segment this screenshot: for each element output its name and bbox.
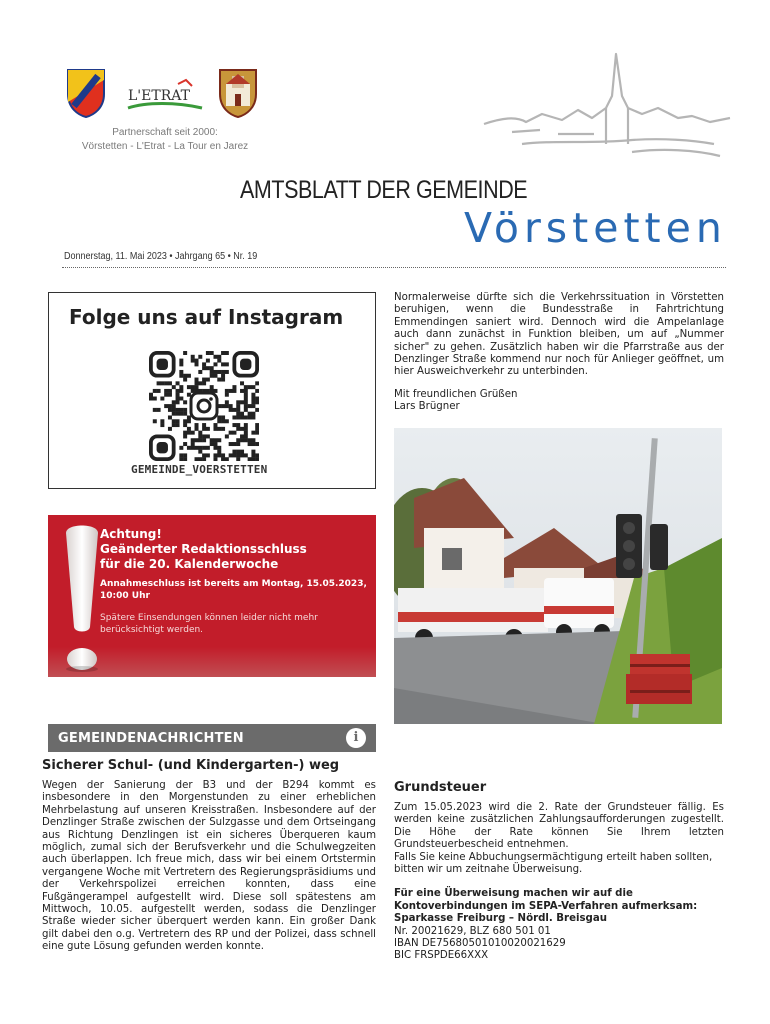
publication-title: AMTSBLATT DER GEMEINDE [240,176,528,204]
exclamation-icon [62,523,102,673]
section-label: GEMEINDENACHRICHTEN [58,731,244,746]
voerstetten-crest-icon [66,68,106,118]
account-number: Nr. 20021629, BLZ 680 501 01 [394,925,551,937]
greeting: Mit freundlichen Grüßen [394,388,518,400]
school-article-body [42,780,376,954]
school-article-title: Sicherer Schul- (und Kindergarten-) weg [42,758,340,773]
transfer-note: Für eine Überweisung machen wir auf die Kontoverbindungen im SEPA-Verfahren aufmerksam: [394,888,698,912]
notice-deadline-1: Annahmeschluss ist bereits am Montag, 15.05.2023, [100,579,367,589]
partnership-line-1: Partnerschaft seit 2000: [112,127,218,138]
partner-crests [66,68,266,124]
info-icon: i [346,728,366,748]
section-header-bar [48,724,376,752]
header-divider [62,267,726,268]
instagram-title: Folge uns auf Instagram [69,305,344,329]
instagram-handle: GEMEINDE_VOERSTETTEN [131,463,268,476]
tax-article-title: Grundsteuer [394,780,487,795]
bic: BIC FRSPDE66XXX [394,950,489,962]
notice-text [100,527,370,636]
letrat-logo-text: L'ETRAT [128,88,190,104]
town-name: Vörstetten [464,204,727,252]
instagram-box [48,292,376,489]
notice-late-1: Spätere Einsendungen können leider nicht mehr [100,613,318,623]
la-tour-crest-icon [218,68,258,118]
issue-dateline: Donnerstag, 11. Mai 2023 • Jahrgang 65 • Nr. 19 [64,251,258,262]
tax-article-body [394,802,724,963]
notice-late-2: berücksichtigt werden. [100,625,204,635]
school-article-paragraph: Wegen der Sanierung der B3 und der B294 kommt es insbesondere in den Morgenstunden zu einer erheblichen Mehrbelastung auf unseren Kreisstraßen. Insbesondere auf der Denzlinger Straße zwischen der Sulzgasse und dem Ortseingang aus Richtung Denzlingen ist ein sicheres Überqueren kaum möglich, zumal sich der Berufsverkehr und die Schulwegzeiten auch überlappen. Ich freue mich, dass wir bei einem Ortstermin vergangene Woche mit Vertretern des Regierungspräsidiums und der Verkehrspolizei erreichen konnten, dass eine Fußgängerampel aufgestellt wird. Diese soll spätestens am Mittwoch, 10.05. aufgestellt werden, sodass die Denzlinger Straße wieder sicher überquert werden kann. Ein großer Dank gilt dabei den o.g. Vertretern des RP und der Polizei, dass schnell eine gute Lösung gefunden werden konnte. [42,780,376,953]
bank-name: Sparkasse Freiburg – Nördl. Breisgau [394,913,607,925]
iban: IBAN DE75680501010020021629 [394,938,566,950]
partnership-line-2: Vörstetten - L'Etrat - La Tour en Jarez [81,141,249,152]
tax-paragraph-2: Falls Sie keine Abbuchungsermächtigung erteilt haben sollten, bitten wir um zeitnahe Überweisung. [394,851,713,876]
notice-heading-2: Geänderter Redaktionsschluss [100,542,307,556]
tax-paragraph-1: Zum 15.05.2023 wird die 2. Rate der Grundsteuer fällig. Es werden keine zusätzlichen Zahlungsaufforderungen zugestellt. Die Höhe der Rate können Sie Ihrem letzten Grundsteuerbescheid entnehmen. [394,802,724,851]
qr-code[interactable] [149,351,259,461]
deadline-notice [48,515,376,677]
traffic-article-end [394,292,724,414]
notice-deadline-2: 10:00 Uhr [100,591,150,601]
traffic-paragraph: Normalerweise dürfte sich die Verkehrssituation in Vörstetten beruhigen, wenn die Bundesstraße in Fahrtrichtung Emmendingen saniert wird. Dennoch wird die Ampelanlage auch dann zunächst in Funktion bleiben, um auf „Nummer sicher" zu gehen. Zusätzlich haben wir die Pfarrstraße aus der Denzlinger Straße kommend nur noch für Anlieger geöffnet, um hier Ausweichverkehr zu unterbinden. [394,292,724,378]
church-skyline-illustration [482,48,732,180]
notice-heading-1: Achtung! [100,527,162,541]
notice-heading-3: für die 20. Kalenderwoche [100,557,279,571]
letrat-logo [126,78,206,118]
traffic-light-photo [394,428,722,724]
instagram-glyph-icon [191,393,217,419]
signature: Lars Brügner [394,401,460,413]
partnership-note [60,126,270,154]
